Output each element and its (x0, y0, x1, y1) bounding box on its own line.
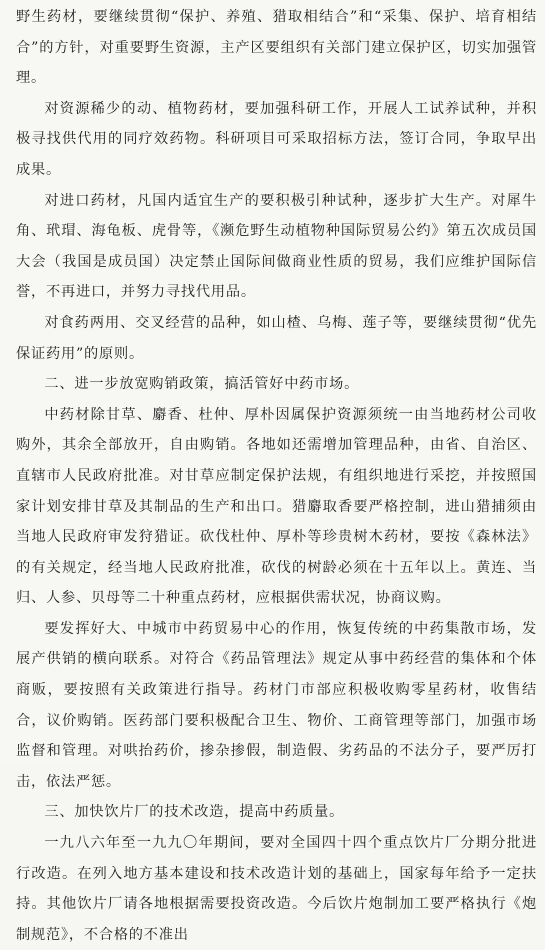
paragraph-purchase-and-sale-policy: 中药材除甘草、麝香、杜仲、厚朴因属保护资源须统一由当地药材公司收购外，其余全部放开，自由购销。各地如还需增加管理品种，由省、自治区、直辖市人民政府批准。对甘草应制定保护法规，有组织地进行采挖，并按照国家计划安排甘草及其制品的生产和出口。猎麝取香要严格控制，进山猎捕须由当地人民政府审发狩猎证。砍伐杜仲、厚朴等珍贵树木药材，要按《森林法》的有关规定，经当地人民政府批准，砍伐的树龄必须在十五年以上。黄连、当归、人参、贝母等二十种重点药材，应根据供需状况，协商议购。 (16, 406, 537, 607)
paragraph-scarce-resources: 对资源稀少的动、植物药材，要加强科研工作，开展人工试养试种，并积极寻找供代用的同疗效药物。科研项目可采取招标方法，签订合同，争取早出成果。 (16, 100, 537, 178)
paragraph-market-regulation: 要发挥好大、中城市中药贸易中心的作用，恢复传统的中药集散市场，发展产供销的横向联系。对符合《药品管理法》规定从事中药经营的集体和个体商贩，要按照有关政策进行指导。药材门市部应积极收购零星药材，收售结合，议价购销。医药部门要积极配合卫生、物价、工商管理等部门，加强市场监督和管理。对哄抬药价，掺杂掺假，制造假、劣药品的不法分子，要严厉打击，依法严惩。 (16, 620, 537, 790)
document-body (16, 2, 537, 950)
paragraph-factory-renovation: 一九八六年至一九九〇年期间，要对全国四十四个重点饮片厂分期分批进行改造。在列入地方基本建设和技术改造计划的基础上，国家每年给予一定扶持。其他饮片厂请各地根据需要投资改造。今后饮片炮制加工要严格执行《炮制规范》，不合格的不准出 (16, 835, 537, 943)
paragraph-food-medicine-dual-use: 对食药两用、交叉经营的品种，如山楂、乌梅、莲子等，要继续贯彻“优先保证药用”的原则。 (16, 314, 537, 362)
section-heading-three: 三、加快饮片厂的技术改造，提高中药质量。 (44, 804, 345, 821)
section-heading-two: 二、进一步放宽购销政策，搞活管好中药市场。 (44, 376, 360, 393)
paragraph-imported-materials: 对进口药材，凡国内适宜生产的要积极引种试种，逐步扩大生产。对犀牛角、玳瑁、海龟板、虎骨等，《濒危野生动植物种国际贸易公约》第五次成员国大会（我国是成员国）决定禁止国际间做商业性质的贸易，我们应维护国际信誉，不再进口，并努力寻找代用品。 (16, 192, 537, 301)
paragraph-wild-medicinal-materials: 野生药材，要继续贯彻“保护、养殖、猎取相结合”和“采集、保护、培育相结合”的方针，对重要野生资源，主产区要组织有关部门建立保护区，切实加强管理。 (16, 9, 537, 87)
